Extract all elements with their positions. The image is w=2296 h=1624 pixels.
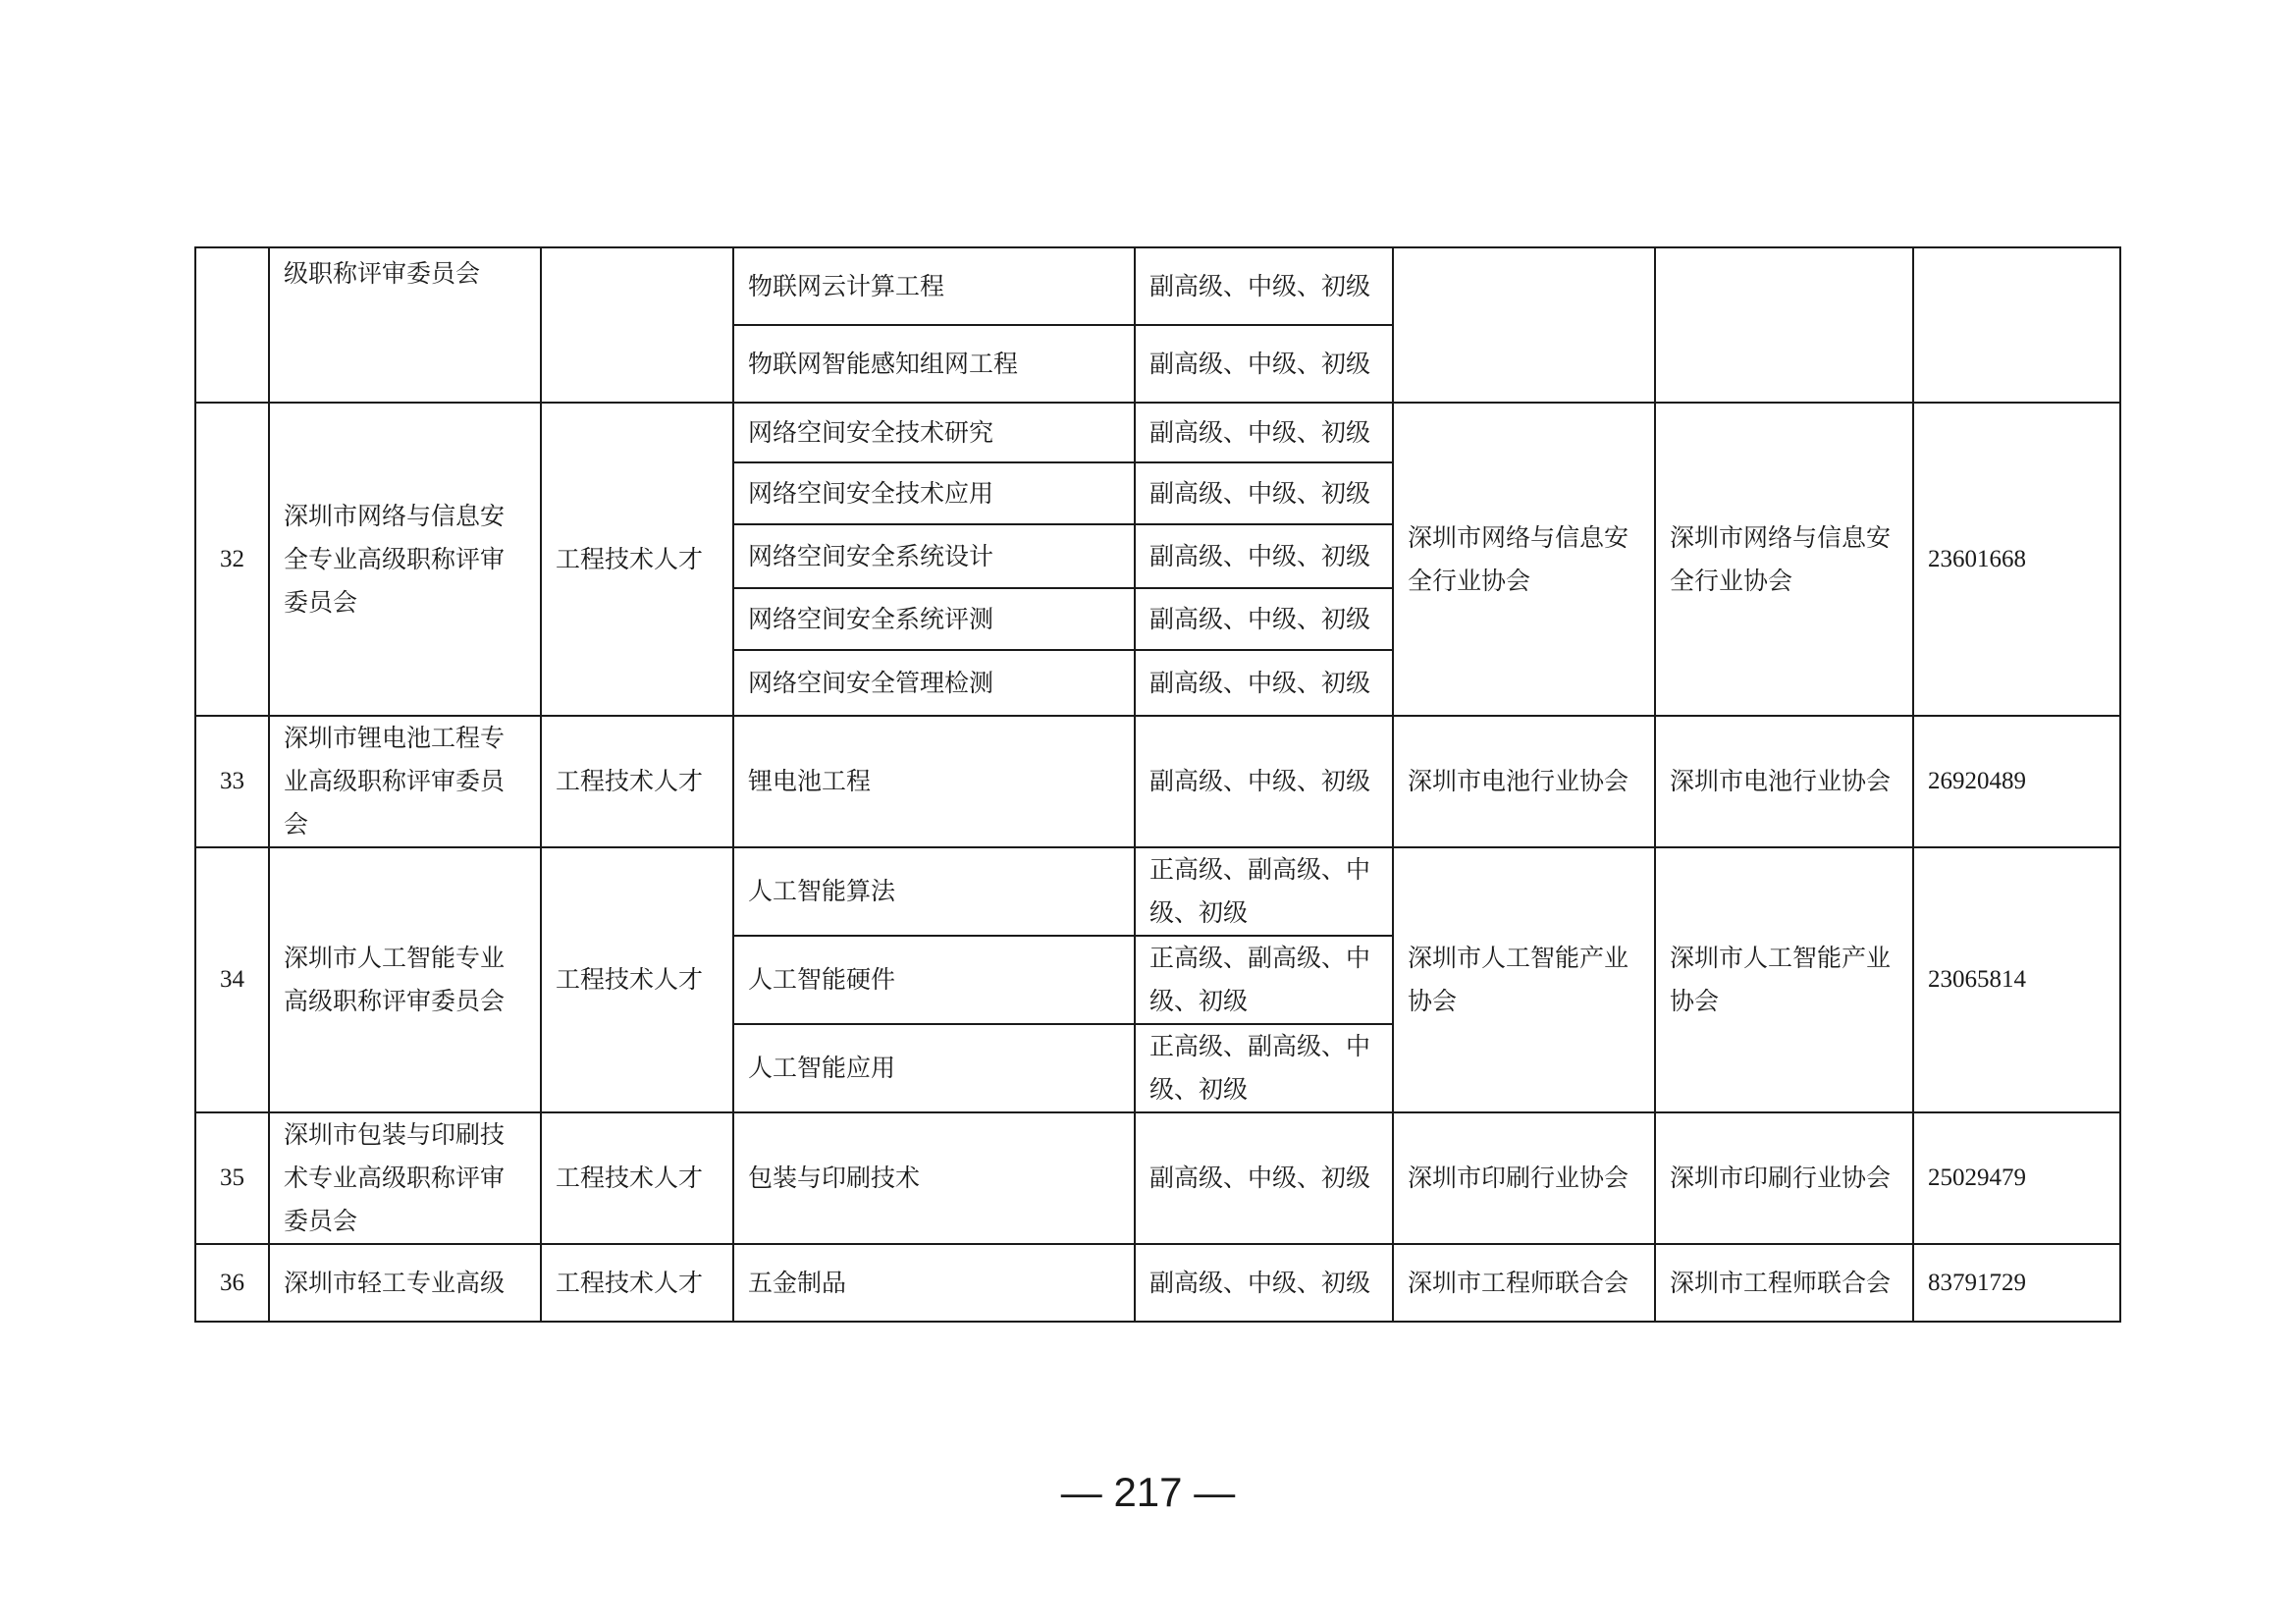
specialty-name-cell: 五金制品 — [733, 1244, 1135, 1322]
row-number-cell: 33 — [195, 716, 269, 847]
office-cell: 深圳市电池行业协会 — [1655, 716, 1913, 847]
specialty-name-cell: 网络空间安全技术应用 — [733, 462, 1135, 524]
row-number-cell: 34 — [195, 847, 269, 1112]
specialty-name-cell: 物联网云计算工程 — [733, 247, 1135, 325]
committee-name-cell: 深圳市网络与信息安全专业高级职称评审委员会 — [269, 403, 541, 716]
specialty-name-cell: 人工智能应用 — [733, 1024, 1135, 1112]
talent-category-cell: 工程技术人才 — [541, 1244, 733, 1322]
office-cell — [1655, 247, 1913, 403]
table-row — [195, 716, 2120, 847]
talent-category-cell: 工程技术人才 — [541, 1112, 733, 1244]
row-number-cell: 36 — [195, 1244, 269, 1322]
level-cell: 副高级、中级、初级 — [1135, 524, 1393, 588]
phone-cell: 83791729 — [1913, 1244, 2120, 1322]
level-cell: 副高级、中级、初级 — [1135, 462, 1393, 524]
talent-category-cell: 工程技术人才 — [541, 847, 733, 1112]
level-cell: 正高级、副高级、中级、初级 — [1135, 847, 1393, 936]
specialty-name-cell: 网络空间安全系统评测 — [733, 588, 1135, 650]
table-row — [195, 403, 2120, 462]
specialty-name-cell: 网络空间安全技术研究 — [733, 403, 1135, 462]
specialty-name-cell: 物联网智能感知组网工程 — [733, 325, 1135, 403]
level-cell: 正高级、副高级、中级、初级 — [1135, 1024, 1393, 1112]
committee-name-cell: 深圳市包装与印刷技术专业高级职称评审委员会 — [269, 1112, 541, 1244]
organizer-cell: 深圳市工程师联合会 — [1393, 1244, 1655, 1322]
committee-name-cell: 深圳市锂电池工程专业高级职称评审委员会 — [269, 716, 541, 847]
specialty-name-cell: 人工智能算法 — [733, 847, 1135, 936]
phone-cell: 23065814 — [1913, 847, 2120, 1112]
organizer-cell: 深圳市人工智能产业协会 — [1393, 847, 1655, 1112]
page-number: — 217 — — [1060, 1469, 1236, 1515]
organizer-cell: 深圳市印刷行业协会 — [1393, 1112, 1655, 1244]
phone-cell — [1913, 247, 2120, 403]
row-number-cell: 32 — [195, 403, 269, 716]
organizer-cell — [1393, 247, 1655, 403]
level-cell: 副高级、中级、初级 — [1135, 1244, 1393, 1322]
organizer-cell: 深圳市网络与信息安全行业协会 — [1393, 403, 1655, 716]
committee-name-cell: 级职称评审委员会 — [269, 247, 541, 403]
table-row — [195, 1244, 2120, 1322]
table-row — [195, 1112, 2120, 1244]
level-cell: 副高级、中级、初级 — [1135, 716, 1393, 847]
committee-name-cell: 深圳市人工智能专业高级职称评审委员会 — [269, 847, 541, 1112]
level-cell: 副高级、中级、初级 — [1135, 325, 1393, 403]
level-cell: 副高级、中级、初级 — [1135, 650, 1393, 716]
specialty-name-cell: 网络空间安全管理检测 — [733, 650, 1135, 716]
level-cell: 副高级、中级、初级 — [1135, 247, 1393, 325]
phone-cell: 26920489 — [1913, 716, 2120, 847]
level-cell: 副高级、中级、初级 — [1135, 588, 1393, 650]
office-cell: 深圳市人工智能产业协会 — [1655, 847, 1913, 1112]
level-cell: 副高级、中级、初级 — [1135, 403, 1393, 462]
table-row — [195, 247, 2120, 325]
phone-cell: 25029479 — [1913, 1112, 2120, 1244]
level-cell: 副高级、中级、初级 — [1135, 1112, 1393, 1244]
office-cell: 深圳市工程师联合会 — [1655, 1244, 1913, 1322]
committee-table — [194, 246, 2121, 1323]
specialty-name-cell: 网络空间安全系统设计 — [733, 524, 1135, 588]
level-cell: 正高级、副高级、中级、初级 — [1135, 936, 1393, 1024]
row-number-cell — [195, 247, 269, 403]
talent-category-cell: 工程技术人才 — [541, 716, 733, 847]
organizer-cell: 深圳市电池行业协会 — [1393, 716, 1655, 847]
talent-category-cell: 工程技术人才 — [541, 403, 733, 716]
specialty-name-cell: 包装与印刷技术 — [733, 1112, 1135, 1244]
row-number-cell: 35 — [195, 1112, 269, 1244]
office-cell: 深圳市印刷行业协会 — [1655, 1112, 1913, 1244]
table-row — [195, 847, 2120, 936]
committee-name-cell: 深圳市轻工专业高级 — [269, 1244, 541, 1322]
talent-category-cell — [541, 247, 733, 403]
office-cell: 深圳市网络与信息安全行业协会 — [1655, 403, 1913, 716]
phone-cell: 23601668 — [1913, 403, 2120, 716]
specialty-name-cell: 人工智能硬件 — [733, 936, 1135, 1024]
specialty-name-cell: 锂电池工程 — [733, 716, 1135, 847]
